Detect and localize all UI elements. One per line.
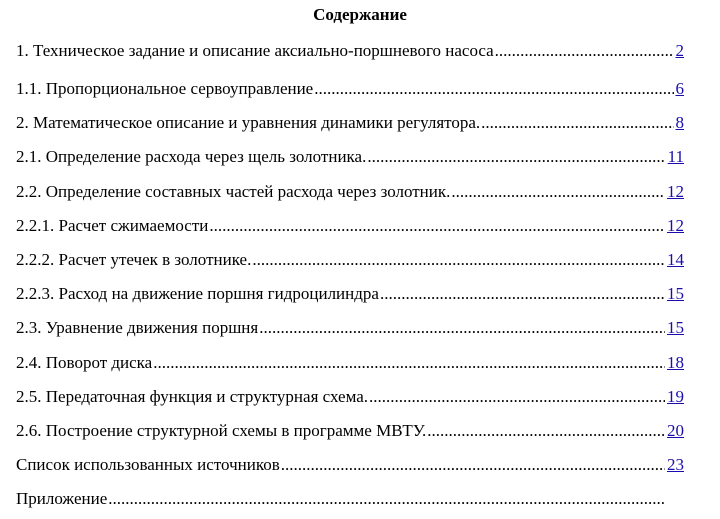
toc-page-link[interactable]: 11 [667,147,684,167]
toc-leader-dots [153,346,665,380]
toc-leader-dots [495,30,674,72]
toc-page-link[interactable]: 15 [667,318,684,338]
table-of-contents [16,0,684,516]
toc-entry [16,106,684,140]
toc-entry [16,448,684,482]
toc-entry [16,414,684,448]
toc-entry-text: Приложение [16,489,108,509]
toc-leader-dots [314,72,673,106]
toc-page-link[interactable]: 14 [667,249,684,269]
toc-leader-dots [380,277,665,311]
toc-entry [16,380,684,414]
toc-leader-dots [427,414,665,448]
toc-entry [16,209,684,243]
toc-leader-dots [259,311,665,345]
toc-entry-text: 2.3. Уравнение движения поршня [16,318,259,338]
toc-entry [16,243,684,277]
toc-entry-text: 2.2.1. Расчет сжимаемости [16,215,209,235]
toc-entry [16,311,684,345]
toc-leader-dots [367,140,665,174]
toc-leader-dots [481,106,673,140]
toc-entry [16,482,684,516]
toc-entry [16,30,684,72]
toc-page-link[interactable]: 12 [667,181,684,201]
toc-entry [16,277,684,311]
toc-page-link[interactable]: 2 [675,41,684,60]
toc-leader-dots [281,448,665,482]
toc-entry-text: 2.5. Передаточная функция и структурная схема. [16,386,369,406]
toc-page-link[interactable]: 15 [667,284,684,304]
toc-entry-text: Список использованных источников [16,455,280,475]
toc-leader-dots [451,175,665,209]
toc-entry-text: 2.2. Определение составных частей расхода через золотник. [16,181,451,201]
toc-entry-text: 2.1. Определение расхода через щель золотника. [16,147,367,167]
toc-entry-text: 2.2.3. Расход на движение поршня гидроцилиндра [16,284,379,304]
toc-leader-dots [209,209,665,243]
toc-leader-dots [369,380,665,414]
toc-leader-dots [252,243,665,277]
toc-page-link[interactable]: 8 [675,113,684,133]
toc-page-link[interactable]: 19 [667,386,684,406]
toc-page-link[interactable]: 6 [675,79,684,98]
toc-page-link[interactable]: 18 [667,352,684,372]
toc-page-link[interactable]: 12 [667,215,684,235]
toc-entry [16,72,684,106]
toc-leader-dots [108,482,666,516]
toc-entry-text: 1. Техническое задание и описание аксиально-поршневого насоса [16,41,494,60]
toc-list [16,30,684,516]
toc-entry-text: 2.6. Построение структурной схемы в программе МВТУ. [16,420,427,440]
toc-page-link[interactable]: 20 [667,420,684,440]
toc-page-link[interactable]: 23 [667,455,684,475]
toc-entry [16,346,684,380]
toc-entry [16,175,684,209]
toc-entry-text: 2.2.2. Расчет утечек в золотнике. [16,249,252,269]
toc-title: Содержание [313,5,407,24]
toc-entry-text: 2. Математическое описание и уравнения динамики регулятора. [16,113,481,133]
toc-entry-text: 1.1. Пропорциональное сервоуправление [16,79,314,98]
toc-entry-text: 2.4. Поворот диска [16,352,153,372]
toc-entry [16,140,684,174]
